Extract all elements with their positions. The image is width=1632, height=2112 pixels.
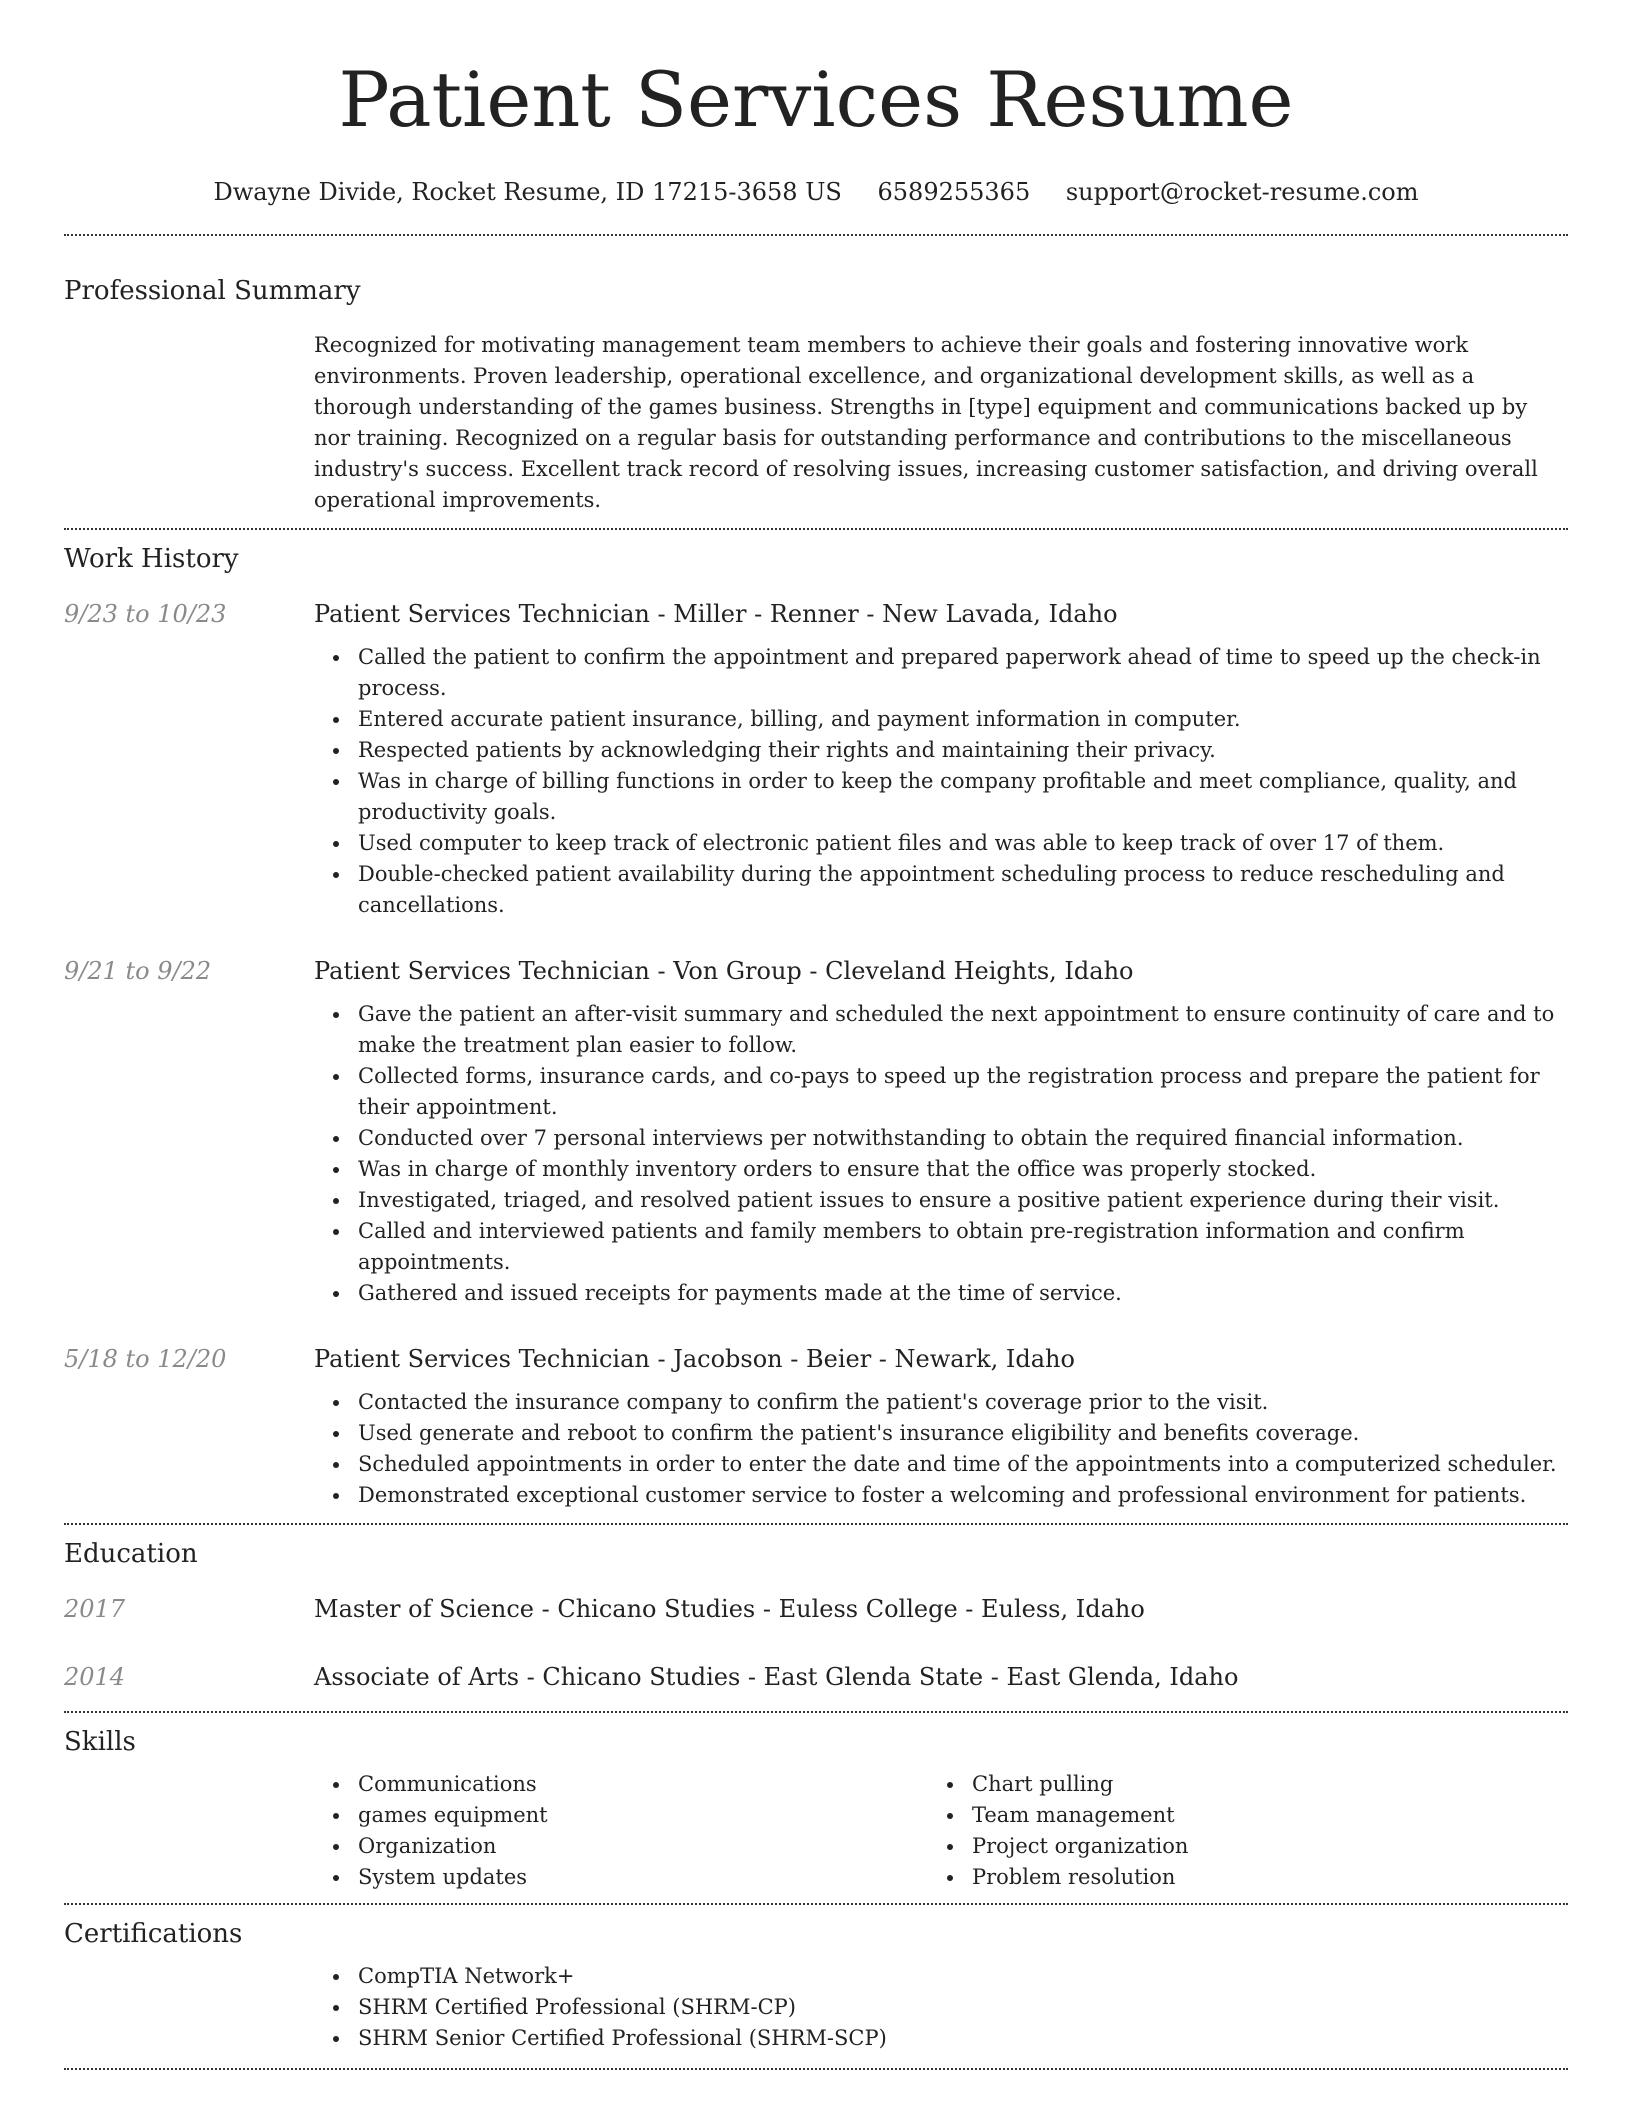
- certifications-list: [314, 1961, 1568, 2054]
- list-item: SHRM Certified Professional (SHRM-CP): [314, 1992, 1568, 2023]
- job-bullets: [314, 642, 1568, 921]
- list-item: Used generate and reboot to confirm the patient's insurance eligibility and benefits coverage.: [314, 1418, 1568, 1449]
- list-item: Was in charge of billing functions in order to keep the company profitable and meet compliance, quality, and productivity goals.: [314, 766, 1568, 828]
- divider: [64, 1903, 1568, 1905]
- contact-email[interactable]: support@rocket-resume.com: [1065, 178, 1419, 206]
- education-year: 2014: [64, 1663, 126, 1691]
- list-item: Double-checked patient availability during the appointment scheduling process to reduce rescheduling and cancellations.: [314, 859, 1568, 921]
- job-title: Patient Services Technician - Jacobson - Beier - Newark, Idaho: [314, 1345, 1075, 1373]
- skills-list-left: [314, 1769, 928, 1893]
- list-item: Investigated, triaged, and resolved patient issues to ensure a positive patient experience during their visit.: [314, 1185, 1568, 1216]
- job-dates: 9/21 to 9/22: [64, 957, 212, 985]
- resume-title: Patient Services Resume: [338, 55, 1294, 144]
- list-item: CompTIA Network+: [314, 1961, 1568, 1992]
- divider: [64, 1523, 1568, 1525]
- job-bullets: [314, 999, 1568, 1309]
- list-item: SHRM Senior Certified Professional (SHRM-SCP): [314, 2023, 1568, 2054]
- list-item: games equipment: [314, 1800, 928, 1831]
- list-item: Demonstrated exceptional customer service to foster a welcoming and professional environment for patients.: [314, 1480, 1568, 1511]
- list-item: Communications: [314, 1769, 928, 1800]
- job-title: Patient Services Technician - Miller - Renner - New Lavada, Idaho: [314, 600, 1118, 628]
- job-entry: [64, 598, 1568, 921]
- work-history-heading: Work History: [64, 544, 239, 574]
- job-entry: [64, 955, 1568, 1309]
- summary-section: [64, 274, 1568, 516]
- divider: [64, 2068, 1568, 2070]
- list-item: Called the patient to confirm the appointment and prepared paperwork ahead of time to speed up the check-in process.: [314, 642, 1568, 704]
- list-item: Collected forms, insurance cards, and co-pays to speed up the registration process and prepare the patient for their appointment.: [314, 1061, 1568, 1123]
- education-degree: Associate of Arts - Chicano Studies - East Glenda State - East Glenda, Idaho: [314, 1663, 1239, 1691]
- job-dates: 5/18 to 12/20: [64, 1345, 227, 1373]
- list-item: Was in charge of monthly inventory orders to ensure that the office was properly stocked.: [314, 1154, 1568, 1185]
- list-item: Called and interviewed patients and family members to obtain pre-registration information and confirm appointments.: [314, 1216, 1568, 1278]
- education-degree: Master of Science - Chicano Studies - Euless College - Euless, Idaho: [314, 1595, 1145, 1623]
- job-entry: [64, 1343, 1568, 1511]
- job-dates: 9/23 to 10/23: [64, 600, 227, 628]
- list-item: Project organization: [928, 1831, 1542, 1862]
- education-year: 2017: [64, 1595, 126, 1623]
- education-heading: Education: [64, 1539, 198, 1569]
- list-item: Scheduled appointments in order to enter the date and time of the appointments into a computerized scheduler.: [314, 1449, 1568, 1480]
- divider: [64, 1711, 1568, 1713]
- job-title: Patient Services Technician - Von Group - Cleveland Heights, Idaho: [314, 957, 1134, 985]
- education-entry: [64, 1593, 1568, 1625]
- contact-phone: 6589255365: [877, 178, 1031, 206]
- contact-line: [64, 176, 1568, 208]
- list-item: Used computer to keep track of electronic patient files and was able to keep track of over 17 of them.: [314, 828, 1568, 859]
- summary-heading: Professional Summary: [64, 276, 361, 306]
- education-entry: [64, 1661, 1568, 1693]
- education-section: [64, 1537, 1568, 1693]
- list-item: Gathered and issued receipts for payments made at the time of service.: [314, 1278, 1568, 1309]
- skills-heading: Skills: [64, 1727, 136, 1757]
- job-bullets: [314, 1387, 1568, 1511]
- skills-list-right: [928, 1769, 1542, 1893]
- list-item: System updates: [314, 1862, 928, 1893]
- list-item: Gave the patient an after-visit summary and scheduled the next appointment to ensure continuity of care and to make the treatment plan easier to follow.: [314, 999, 1568, 1061]
- list-item: Organization: [314, 1831, 928, 1862]
- list-item: Contacted the insurance company to confirm the patient's coverage prior to the visit.: [314, 1387, 1568, 1418]
- certifications-heading: Certifications: [64, 1919, 243, 1949]
- certifications-section: [64, 1917, 1568, 2054]
- list-item: Entered accurate patient insurance, billing, and payment information in computer.: [314, 704, 1568, 735]
- list-item: Problem resolution: [928, 1862, 1542, 1893]
- list-item: Chart pulling: [928, 1769, 1542, 1800]
- list-item: Team management: [928, 1800, 1542, 1831]
- divider: [64, 234, 1568, 236]
- list-item: Conducted over 7 personal interviews per notwithstanding to obtain the required financial information.: [314, 1123, 1568, 1154]
- contact-address: Dwayne Divide, Rocket Resume, ID 17215-3658 US: [213, 178, 842, 206]
- skills-section: [64, 1725, 1568, 1893]
- work-history-section: [64, 542, 1568, 1511]
- divider: [64, 528, 1568, 530]
- list-item: Respected patients by acknowledging their rights and maintaining their privacy.: [314, 735, 1568, 766]
- summary-text: Recognized for motivating management team members to achieve their goals and fostering innovative work environments. Proven leadership, operational excellence, and organizational development skills, as well as a thorough understanding of the games business. Strengths in [type] equipment and communications backed up by nor training. Recognized on a regular basis for outstanding performance and contributions to the miscellaneous industry's success. Excellent track record of resolving issues, increasing customer satisfaction, and driving overall operational improvements.: [314, 333, 1538, 512]
